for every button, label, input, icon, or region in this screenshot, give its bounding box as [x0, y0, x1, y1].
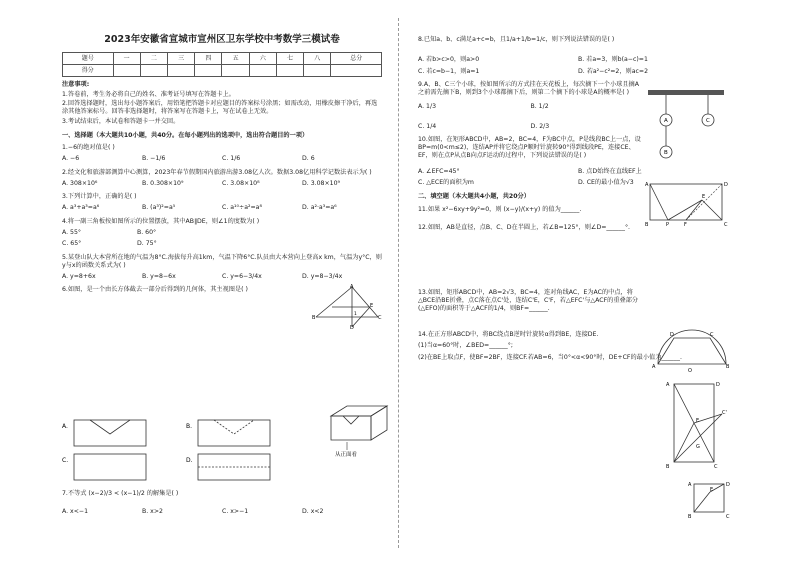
question-12: 12.如图，AB是直径，点B、C、D在半圆上，若∠B=125°，则∠D=______°. — [418, 223, 631, 231]
score-table-cell — [113, 64, 140, 76]
option-d: D. x<2 — [302, 507, 324, 515]
q10-rectangle-figure — [644, 178, 730, 228]
section-2-heading: 二、填空题（本大题共4小题，共20分） — [418, 193, 530, 200]
option-b: B. y=8−6x — [142, 272, 176, 280]
svg-text:P: P — [666, 222, 670, 228]
option-d: D. — [186, 457, 193, 464]
svg-text:B: B — [726, 364, 730, 370]
svg-text:C: C — [706, 118, 710, 124]
svg-text:A: A — [688, 482, 692, 488]
question-1 — [62, 144, 382, 163]
svg-text:B: B — [664, 150, 668, 156]
option-c: C. 65° — [62, 240, 82, 248]
question-11: 11.如果 x²−6xy+9y²=0，则 (x−y)/(x+y) 的值为______. — [418, 205, 582, 213]
q6-solid-figure — [325, 398, 395, 458]
option-c: C. 若c=b−1，则a=1 — [418, 67, 480, 75]
q13-rectangle-figure — [660, 378, 732, 470]
option-a: A. x<−1 — [62, 507, 89, 515]
svg-text:D: D — [350, 325, 354, 329]
question-8 — [418, 36, 738, 75]
question-stem: 7.不等式 (x−2)/3 < (x−1)/2 的解集是( ) — [62, 490, 179, 497]
option-d: D. 75° — [137, 240, 157, 248]
option-d: D. 6 — [302, 155, 315, 163]
score-table-cell — [249, 64, 276, 76]
option-b: B. 点D始终在直线EF上 — [578, 167, 642, 175]
question-9 — [418, 81, 643, 130]
svg-text:B: B — [666, 464, 670, 470]
svg-text:A: A — [645, 182, 649, 188]
view-a-icon — [74, 420, 146, 446]
option-c: C. a¹⁰÷a²=a⁸ — [222, 204, 262, 212]
option-c: C. x>−1 — [222, 507, 249, 515]
option-c: C. — [62, 457, 69, 464]
q9-balls-figure — [646, 88, 726, 168]
option-c: C. △ECE的面积为m — [418, 179, 474, 187]
option-a: A. 308×10⁶ — [62, 179, 98, 187]
option-b: B. −1/6 — [142, 155, 166, 163]
q12-semicircle-figure — [652, 328, 732, 376]
option-c: C. y=6−3/4x — [222, 272, 262, 280]
score-table-header-cell: 二 — [140, 52, 167, 64]
score-table-cell — [195, 64, 222, 76]
svg-text:E: E — [696, 418, 700, 424]
svg-text:B: B — [312, 315, 316, 321]
svg-text:A: A — [350, 284, 354, 290]
svg-text:C: C — [378, 315, 382, 321]
column-divider — [398, 18, 399, 548]
score-table-cell: 得分 — [63, 64, 114, 76]
question-stem: 8.已知a、b、c满足a+c=b，且1/a+1/b=1/c，则下列说法错误的是( ) — [418, 36, 615, 43]
option-b: B. — [186, 423, 193, 430]
question-stem: 10.如图，在矩形ABCD中，AB=2，BC=4，F为BC中点，P是线段BC上一点，设BP=m(0<m≤2)，连结AP并将它绕点P顺时针旋转90°得到线段PE，连接CE、EF，则在点P从点B向点F运动的过程中，下列说法错误的是( ) — [418, 136, 641, 159]
svg-text:F: F — [684, 222, 687, 228]
question-stem: 14.在正方形ABCD中，将BC绕点B逆时针旋转α得到BE，连接DE. — [418, 330, 599, 338]
q14-part-1: (1)当α=60°时，∠BED=______°; — [418, 342, 513, 350]
score-table-header-cell: 三 — [168, 52, 195, 64]
page-title: 2023年安徽省宣城市宣州区卫东学校中考数学三模试卷 — [104, 34, 340, 45]
svg-text:C: C — [724, 222, 728, 228]
svg-text:C: C — [710, 332, 714, 338]
option-b: B. (a³)²=a⁵ — [142, 204, 176, 212]
option-a: A. 若b>c>0，则a>0 — [418, 55, 480, 63]
option-c: C. 3.08×10⁸ — [222, 179, 260, 187]
svg-text:E: E — [702, 194, 706, 200]
question-stem: 1.−6的绝对值是( ) — [62, 144, 115, 152]
notice-title: 注意事项: — [62, 80, 90, 88]
svg-text:D: D — [716, 382, 720, 388]
svg-text:B: B — [645, 222, 649, 228]
option-b: B. x>2 — [142, 507, 163, 515]
question-5 — [62, 254, 382, 280]
option-b: B. 1/2 — [530, 102, 549, 110]
option-c: C. 1/6 — [222, 155, 241, 163]
question-stem: 6.如图，是一个由长方体截去一部分后得到的几何体，其主视图是( ) — [62, 286, 248, 294]
option-a: A. — [62, 423, 68, 430]
score-table-cell — [168, 64, 195, 76]
question-stem: 4.将一副三角板按如图所示的位置摆放，其中AB∥DE，则∠1的度数为( ) — [62, 217, 260, 225]
score-table-cell — [140, 64, 167, 76]
score-table-header-cell: 总分 — [331, 52, 382, 64]
score-table-header-cell: 一 — [113, 52, 140, 64]
option-a: A. 55° — [62, 228, 82, 236]
question-13: 13.如图，矩形ABCD中，AB=2√3，BC=4，连对角线AC，E为AC的中点，将△BCE沿BE折叠，点C落在点C'处，连结C'E，C'F，若△EFC'与△ACF的重叠部分(△EFO)的面积等于△ACF的1/4，则BF=______. — [418, 289, 639, 312]
section-1-heading: 一、选择题（本大题共10小题，共40分。在每小题列出的选项中，选出符合题目的一项） — [62, 131, 309, 139]
q4-triangle-figure — [312, 283, 384, 329]
score-table-cell — [331, 64, 382, 76]
svg-text:1: 1 — [354, 312, 357, 317]
notice-1: 1.答卷前，考生务必将自己的姓名、准考证号填写在答题卡上。 — [62, 90, 235, 98]
svg-text:A: A — [666, 382, 670, 388]
question-3 — [62, 193, 382, 212]
option-c: C. 1/4 — [418, 122, 437, 130]
option-d: D. a²·a³=a⁶ — [302, 204, 337, 212]
svg-text:E: E — [370, 303, 374, 309]
svg-text:C': C' — [722, 410, 727, 416]
svg-text:A: A — [664, 118, 668, 124]
front-view-caption: 从正面看 — [335, 452, 358, 458]
score-table-cell — [276, 64, 303, 76]
notice-2: 2.回答选择题时，选出每小题答案后，用铅笔把答题卡对应题目的答案标号涂黑；如需改动，用橡皮擦干净后，再选涂其他答案标号。回答非选择题时，将答案写在答题卡上，写在试卷上无效。 — [62, 100, 378, 116]
score-table-header-cell: 题号 — [63, 52, 114, 64]
question-stem: 9.A、B、C三个小球，按如图所示的方式挂在天花板上，每次摘下一个小球且摘A之前需先摘下B，则到3个小球都摘下后，则第二个摘下的小球是A的概率是( ) — [418, 81, 639, 96]
svg-text:O: O — [688, 368, 692, 374]
question-10 — [418, 136, 643, 159]
view-b-icon — [198, 420, 270, 446]
question-2 — [62, 169, 382, 188]
option-d: D. 3.08×10⁹ — [302, 179, 341, 187]
option-b: B. 0.308×10⁹ — [142, 179, 184, 187]
svg-text:E: E — [710, 487, 714, 493]
score-table-cell — [222, 64, 249, 76]
option-b: B. 60° — [137, 228, 157, 236]
svg-text:C: C — [726, 514, 730, 518]
question-7 — [62, 490, 382, 522]
notice-3: 3.考试结束后，本试卷和答题卡一并交回。 — [62, 117, 180, 125]
svg-text:G: G — [696, 444, 700, 450]
svg-text:B: B — [688, 514, 692, 518]
question-stem: 5.某登山队大本营所在地的气温为8°C.海拔每升高1km，气温下降6°C.队员由大本营向上登高x km，气温为y°C，则y与x的函数关系式为( ) — [62, 254, 382, 269]
option-a: A. y=8+6x — [62, 272, 96, 280]
svg-text:D: D — [726, 482, 730, 488]
svg-text:D: D — [670, 332, 674, 338]
view-c-icon — [74, 454, 146, 480]
score-table-header-cell: 七 — [276, 52, 303, 64]
score-table-header-cell: 六 — [249, 52, 276, 64]
ceiling-bar — [648, 90, 724, 95]
question-4 — [62, 218, 307, 248]
option-b: B. 若a=3，则b(a−c)=1 — [578, 55, 648, 63]
q6-options-figure — [62, 412, 322, 490]
score-table-header-cell: 四 — [195, 52, 222, 64]
svg-text:D: D — [724, 182, 728, 188]
option-a: A. −6 — [62, 155, 80, 163]
option-d: D. 2/3 — [530, 122, 550, 130]
option-d: D. CE的最小值为√3 — [578, 179, 634, 187]
score-table-header-cell: 五 — [222, 52, 249, 64]
option-a: A. 1/3 — [418, 102, 437, 110]
q14-part-2: (2)在BE上取点F，使BF=2BF，连接CF.若AB=6，当0°<α<90°时，DE+CF的最小值为______. — [418, 354, 682, 361]
question-stem: 2.经文化和旅游部测算中心测算，2023年春节假期国内旅游出游3.08亿人次。数据3.08亿用科学记数法表示为( ) — [62, 168, 372, 176]
left-column — [62, 22, 382, 294]
svg-text:A: A — [652, 364, 656, 370]
view-d-icon — [198, 454, 270, 480]
option-a: A. a³+a³=a⁶ — [62, 204, 100, 212]
option-d: D. 若a²−c²=2，则ac=2 — [578, 67, 649, 75]
option-a: A. ∠EFC=45° — [418, 167, 460, 175]
question-stem: 3.下列计算中，正确的是( ) — [62, 193, 137, 201]
q14-square-figure — [688, 478, 732, 518]
score-table-header-cell: 八 — [304, 52, 331, 64]
option-d: D. y=8−3/4x — [302, 272, 343, 280]
score-table-cell — [304, 64, 331, 76]
svg-text:C: C — [714, 464, 718, 470]
score-table — [62, 52, 382, 77]
